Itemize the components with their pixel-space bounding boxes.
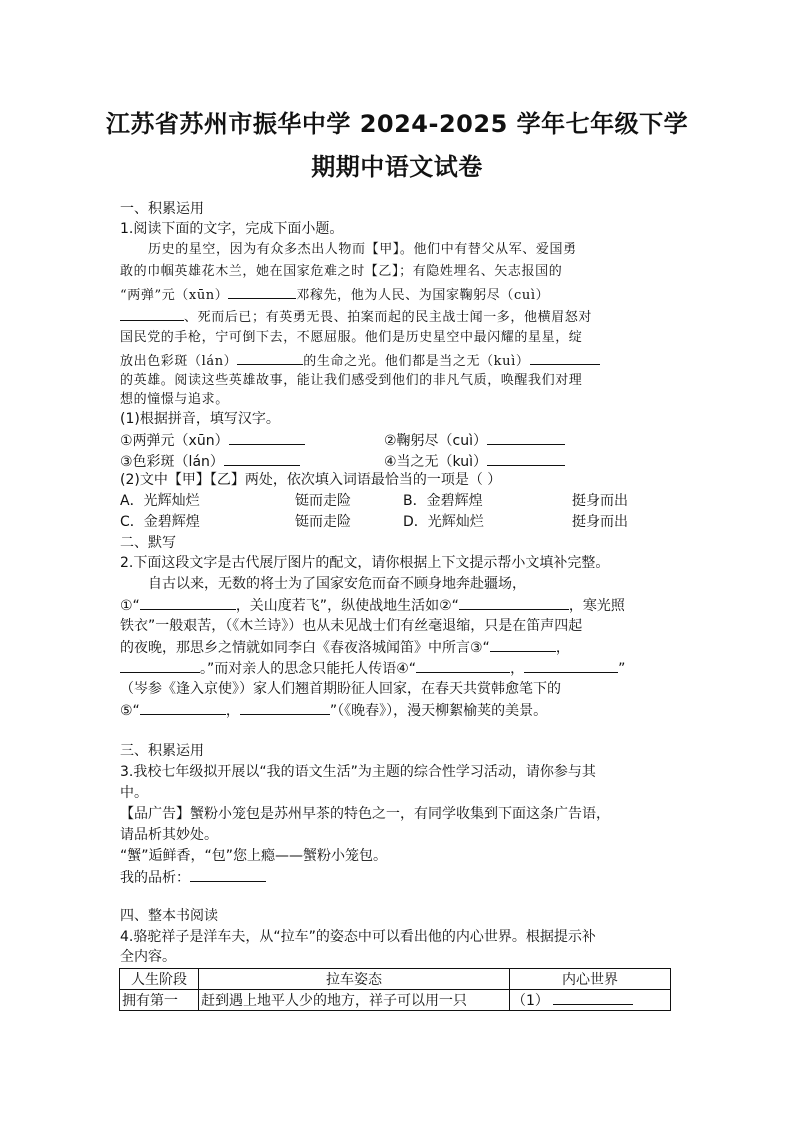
q3-stem: 3.我校七年级拟开展以“我的语文生活”为主题的综合性学习活动，请你参与其: [120, 764, 596, 780]
q2-text-part: ，: [555, 640, 570, 656]
q2-text: [120, 658, 625, 679]
table-header-cell: 人生阶段: [120, 969, 199, 990]
q2-text-part: ，寒光照: [568, 598, 625, 614]
answer-blank[interactable]: [240, 700, 330, 715]
passage-text: 、死而后已；有英勇无畏、拍案而起的民主战士闻一多，他横眉怒对: [184, 310, 593, 325]
answer-blank[interactable]: [224, 451, 300, 466]
pinyin-label: ④当之无（kuì）: [384, 454, 487, 470]
q2-text-part: ，: [510, 661, 525, 677]
answer-blank[interactable]: [487, 451, 565, 466]
q2-text-part: 。”而对亲人的思念只能托人传语④“: [200, 661, 417, 677]
answer-blank[interactable]: [229, 430, 305, 445]
q3-text: 中。: [120, 785, 148, 801]
q2-text-part: ”: [618, 661, 626, 677]
q4-text: 全内容。: [120, 949, 176, 965]
xiangzi-table: [119, 968, 671, 1011]
answer-blank[interactable]: [487, 430, 565, 445]
passage-line: [120, 350, 600, 372]
q2-text: （岑参《逢入京使》）家人们翘首期盼征人回家，在春天共赏韩愈笔下的: [120, 681, 561, 697]
q3-text: 请品析其妙处。: [120, 827, 218, 843]
answer-blank[interactable]: [140, 700, 226, 715]
pinyin-item: [120, 451, 300, 472]
section2-heading: 二、默写: [120, 535, 176, 551]
q2-text-part: ”（《晚春》），漫天柳絮榆荚的美景。: [329, 703, 548, 719]
sub-question-2: (2)文中【甲】【乙】两处，依次填入词语最恰当的一项是（ ）: [120, 472, 502, 488]
answer-blank[interactable]: [190, 867, 266, 882]
q2-text: 铁衣”一般艰苦，（《木兰诗》）也从未见战士们有丝毫退缩，只是在笛声四起: [120, 618, 583, 634]
option-b-word2: 挺身而出: [572, 493, 628, 509]
pinyin-label: ③色彩斑（lán）: [120, 454, 224, 470]
pinyin-label: ②鞠躬尽（cuì）: [384, 433, 488, 449]
section3-heading: 三、积累运用: [120, 743, 204, 759]
q2-text: 自古以来，无数的将士为了国家安危而奋不顾身地奔赴疆场，: [148, 576, 526, 592]
passage-text: 的生命之光。他们都是当之无（kuì）: [303, 354, 530, 369]
pinyin-item: [384, 451, 565, 472]
q4-stem: 4.骆驼祥子是洋车夫，从“拉车”的姿态中可以看出他的内心世界。根据提示补: [120, 929, 596, 945]
option-a[interactable]: A．光辉灿烂: [120, 493, 200, 509]
pinyin-item: [120, 430, 305, 451]
answer-blank[interactable]: [553, 990, 633, 1005]
answer-blank[interactable]: [416, 658, 510, 673]
answer-blank[interactable]: [237, 350, 303, 365]
answer-blank[interactable]: [524, 658, 618, 673]
q2-text-part: ，: [225, 703, 240, 719]
pinyin-item: [384, 430, 565, 451]
table-cell: [510, 990, 671, 1011]
q2-text-part: ①“: [120, 598, 140, 614]
answer-blank[interactable]: [228, 284, 296, 299]
passage-text: 邓稼先，他为人民、为国家鞠躬尽（cuì）: [296, 288, 550, 303]
q2-text: [120, 700, 547, 721]
option-d[interactable]: D．光辉灿烂: [403, 514, 484, 530]
passage-text: “两弹”元（xūn）: [120, 288, 229, 303]
answer-blank[interactable]: [530, 350, 600, 365]
q3-answer-label: 我的品析：: [120, 870, 190, 886]
passage-line: [120, 306, 592, 328]
table-header-cell: 内心世界: [510, 969, 671, 990]
q2-stem: 2.下面这段文字是古代展厅图片的配文，请你根据上下文提示帮小文填补完整。: [120, 555, 610, 571]
passage-line: 国民党的手枪，宁可倒下去，不愿屈服。他们是历史星空中最闪耀的星星，绽: [120, 330, 583, 345]
passage-line: 的英雄。阅读这些英雄故事，能让我们感受到他们的非凡气质，唤醒我们对理: [120, 373, 583, 388]
q3-answer-line: [120, 867, 266, 888]
sub-question-1: (1)根据拼音，填写汉字。: [120, 411, 280, 427]
q1-stem: 1.阅读下面的文字，完成下面小题。: [120, 221, 344, 237]
table-header-row: [120, 969, 671, 990]
answer-blank[interactable]: [120, 306, 184, 321]
q2-text-part: ，关山度若飞”，纵使战地生活如②“: [235, 598, 459, 614]
q2-text: [120, 595, 625, 616]
table-row: [120, 990, 671, 1011]
option-d-word2: 挺身而出: [572, 514, 628, 530]
passage-line: 历史的星空，因为有众多杰出人物而【甲】。他们中有替父从军、爱国勇: [148, 242, 577, 257]
option-b[interactable]: B．金碧辉煌: [403, 493, 483, 509]
table-header-cell: 拉车姿态: [199, 969, 510, 990]
q2-text-part: ⑤“: [120, 703, 140, 719]
passage-line: 敢的巾帼英雄花木兰，她在国家危难之时【乙】；有隐姓埋名、矢志报国的: [120, 264, 563, 279]
answer-blank[interactable]: [120, 658, 200, 673]
option-a-word2: 铤而走险: [295, 493, 351, 509]
passage-line: [120, 284, 549, 306]
q3-text: 【品广告】蟹粉小笼包是苏州早茶的特色之一，有同学收集到下面这条广告语，: [120, 806, 610, 822]
passage-text: 放出色彩斑（lán）: [120, 354, 238, 369]
option-c-word2: 铤而走险: [295, 514, 351, 530]
answer-blank[interactable]: [490, 637, 556, 652]
passage-line: 想的憧憬与追求。: [120, 392, 229, 407]
option-c[interactable]: C．金碧辉煌: [120, 514, 200, 530]
table-cell: 拥有第一: [120, 990, 199, 1011]
section4-heading: 四、整本书阅读: [120, 908, 218, 924]
exam-title-line2: 期期中语文试卷: [311, 153, 483, 181]
table-cell-label: （1）: [512, 993, 549, 1009]
q2-text-part: 的夜晚，那思乡之情就如同李白《春夜洛城闻笛》中所言③“: [120, 640, 490, 656]
exam-title-line1: 江苏省苏州市振华中学 2024-2025 学年七年级下学: [105, 110, 689, 138]
answer-blank[interactable]: [140, 595, 236, 610]
section1-heading: 一、积累运用: [120, 201, 204, 217]
answer-blank[interactable]: [459, 595, 569, 610]
ad-slogan: “蟹”逅鲜香，“包”您上瘾——蟹粉小笼包。: [120, 848, 388, 864]
q2-text: [120, 637, 570, 658]
pinyin-label: ①两弹元（xūn）: [120, 433, 229, 449]
table-cell: 赶到遇上地平人少的地方，祥子可以用一只: [199, 990, 510, 1011]
